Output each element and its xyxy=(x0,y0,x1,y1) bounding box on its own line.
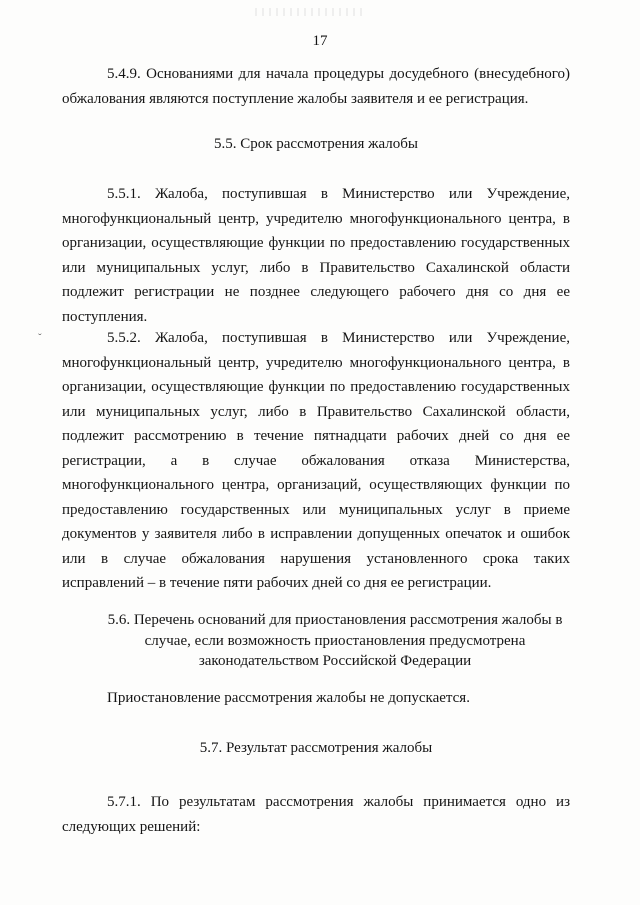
paragraph-5-4-9: 5.4.9. Основаниями для начала процедуры досудебного (внесудебного) обжалования являются поступление жалобы заявителя и ее регистрация. xyxy=(62,66,570,107)
heading-5-7: 5.7. Результат рассмотрения жалобы xyxy=(199,740,433,756)
paragraph-5-5-1: 5.5.1. Жалоба, поступившая в Министерство или Учреждение, многофункциональный центр, учредителю многофункционального центра, в организации, осуществляющие функции по предоставлению государственных или муниципальных услуг, либо в Правительство Сахалинской области подлежит регистрации не позднее следующего рабочего дня со дня ее поступления. xyxy=(62,186,570,325)
heading-5-5: 5.5. Срок рассмотрения жалобы xyxy=(213,136,418,152)
scan-artifact xyxy=(255,8,365,16)
heading-5-6: 5.6. Перечень оснований для приостановления рассмотрения жалобы в случае, если возможность приостановления предусмотрена законодательством Российской Федерации xyxy=(107,612,563,669)
margin-mark: ˇ xyxy=(38,332,42,344)
paragraph-5-6: Приостановление рассмотрения жалобы не допускается. xyxy=(107,690,470,706)
page-number: 17 xyxy=(312,33,328,49)
paragraph-5-5-2: 5.5.2. Жалоба, поступившая в Министерство или Учреждение, многофункциональный центр, учредителю многофункционального центра, в организации, осуществляющие функции по предоставлению государственных или муниципальных услуг, либо в Правительство Сахалинской области, подлежит рассмотрению в течение пятнадцати рабочих дней со дня ее регистрации, а в случае обжалования отказа Министерства, многофункционального центра, организаций, осуществляющих функции по предоставлению государственных или муниципальных услуг в приеме документов у заявителя либо в исправлении допущенных опечаток и ошибок или в случае обжалования нарушения установленного срока таких исправлений – в течение пяти рабочих дней со дня ее регистрации. xyxy=(62,330,570,591)
paragraph-5-7-1: 5.7.1. По результатам рассмотрения жалобы принимается одно из следующих решений: xyxy=(62,794,570,835)
